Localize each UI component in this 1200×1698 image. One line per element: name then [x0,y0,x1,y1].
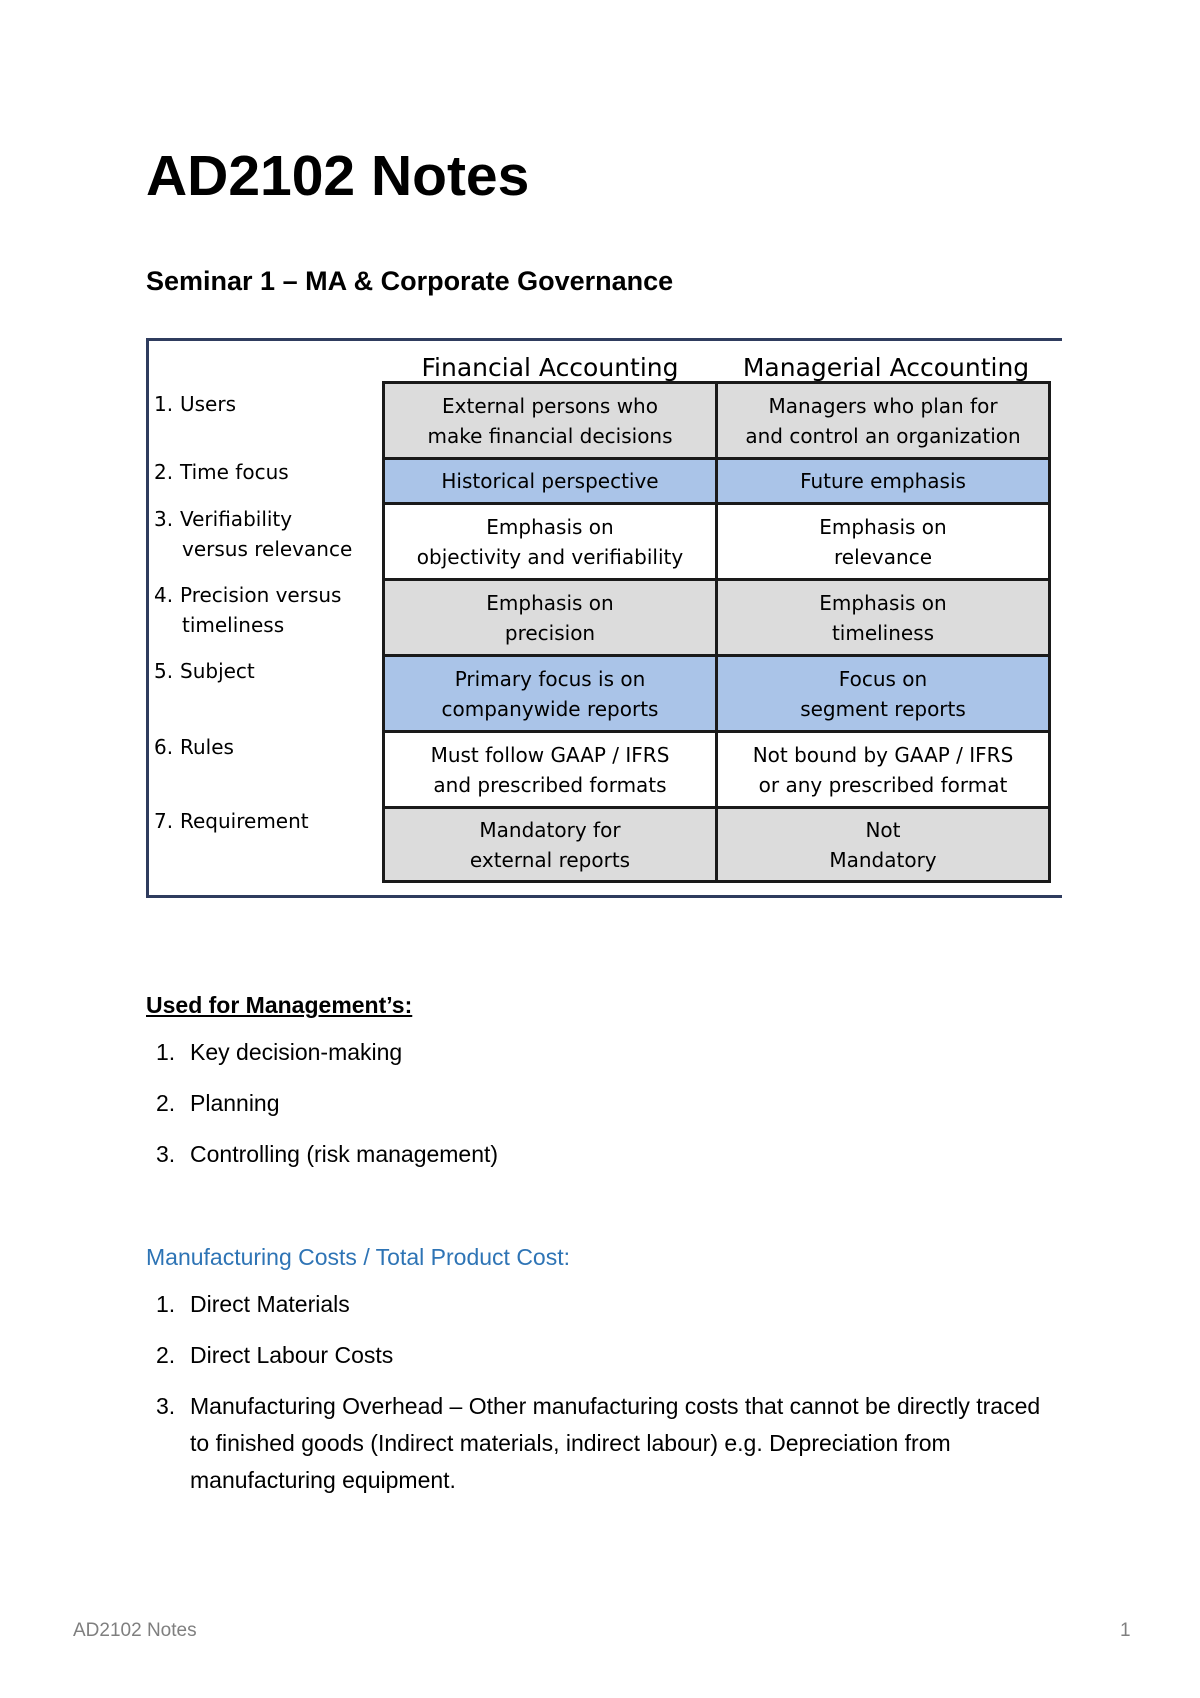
list-item [146,1388,1046,1499]
table-row [384,383,1050,459]
table-row [384,504,1050,580]
row-label-text: Subject [180,659,255,683]
row-number: 2. [154,460,174,484]
management-uses-list [146,1034,1046,1187]
column-header-managerial: Managerial Accounting [742,353,1030,382]
row-label-users [154,389,382,419]
managerial-cell: Not Mandatory [717,808,1050,882]
list-item-text: Controlling (risk management) [190,1141,499,1167]
financial-cell: Primary focus is on companywide reports [384,656,717,732]
managerial-cell: Not bound by GAAP / IFRS or any prescribed format [717,732,1050,808]
row-number: 1. [154,392,174,416]
row-number: 7. [154,809,174,833]
financial-cell: Mandatory for external reports [384,808,717,882]
row-label-text: Rules [180,735,234,759]
manufacturing-costs-heading: Manufacturing Costs / Total Product Cost: [146,1244,570,1270]
row-number: 3. [154,507,174,531]
list-item [146,1337,1046,1374]
comparison-figure [146,338,1062,898]
list-item-text: Direct Materials [190,1291,350,1317]
financial-cell: External persons who make financial decisions [384,383,717,459]
managerial-cell: Managers who plan for and control an organization [717,383,1050,459]
row-label-subject [154,656,382,686]
list-number: 2. [156,1090,176,1116]
table-row [384,732,1050,808]
row-number: 6. [154,735,174,759]
row-label-text: Requirement [180,809,309,833]
row-label-rules [154,732,382,762]
managerial-cell: Future emphasis [717,459,1050,504]
managerial-cell: Focus on segment reports [717,656,1050,732]
row-number: 4. [154,583,174,607]
row-label-text: Verifiability [180,507,293,531]
manufacturing-costs-list [146,1286,1046,1513]
list-number: 1. [156,1291,176,1317]
table-row [384,459,1050,504]
list-item [146,1136,1046,1173]
list-item [146,1085,1046,1122]
list-item [146,1034,1046,1071]
comparison-table [382,381,1051,883]
list-number: 1. [156,1039,176,1065]
row-label-verifiability [154,504,382,564]
column-header-financial: Financial Accounting [421,353,679,382]
row-number: 5. [154,659,174,683]
management-uses-heading: Used for Management’s: [146,992,413,1018]
table-row [384,808,1050,882]
table-row [384,580,1050,656]
list-item [146,1286,1046,1323]
managerial-cell: Emphasis on timeliness [717,580,1050,656]
table-row [384,656,1050,732]
managerial-cell: Emphasis on relevance [717,504,1050,580]
row-label-text: timeliness [182,613,285,637]
section-title: Seminar 1 – MA & Corporate Governance [146,266,674,296]
list-item-text: Direct Labour Costs [190,1342,394,1368]
row-label-text: versus relevance [182,537,353,561]
list-number: 3. [156,1393,176,1419]
row-label-requirement [154,806,382,836]
page-title: AD2102 Notes [146,144,530,208]
row-label-time-focus [154,457,382,487]
row-label-text: Precision versus [180,583,342,607]
financial-cell: Emphasis on precision [384,580,717,656]
footer-page-number: 1 [1120,1620,1131,1641]
financial-cell: Historical perspective [384,459,717,504]
row-label-text: Users [180,392,237,416]
financial-cell: Emphasis on objectivity and verifiability [384,504,717,580]
financial-cell: Must follow GAAP / IFRS and prescribed formats [384,732,717,808]
row-label-precision [154,580,382,640]
list-item-text: Key decision-making [190,1039,403,1065]
list-number: 2. [156,1342,176,1368]
footer-document-title: AD2102 Notes [73,1620,197,1641]
list-item-text: Manufacturing Overhead – Other manufacturing costs that cannot be directly traced to finished goods (Indirect materials, indirect labour) e.g. Depreciation from manufacturing equipment. [190,1393,1041,1493]
list-item-text: Planning [190,1090,280,1116]
list-number: 3. [156,1141,176,1167]
row-label-text: Time focus [180,460,289,484]
